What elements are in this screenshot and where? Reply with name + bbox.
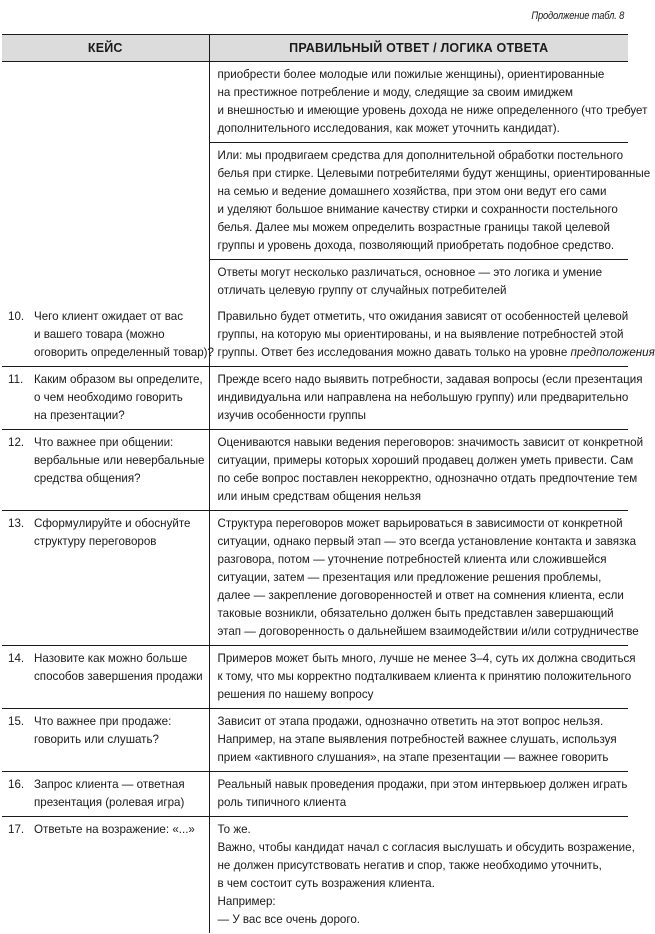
question-text xyxy=(34,821,205,839)
question-cell xyxy=(2,511,209,646)
text-line: и уделяют большое внимание качеству стирки и сохранности постельного xyxy=(217,203,618,216)
table-row xyxy=(2,511,628,646)
text-segment: Важно, чтобы кандидат начал с согласия выслушать и обсудить возражение, xyxy=(217,841,635,854)
text-line: на презентации? xyxy=(34,409,125,422)
text-line xyxy=(217,776,628,794)
text-line xyxy=(217,308,629,326)
text-line: Что важнее при общении: xyxy=(34,436,174,449)
answer-cell xyxy=(209,709,628,772)
text-segment: не должен присутствовать негатив и спор, также необходимо уточнить, xyxy=(217,859,602,872)
question-number: 12. xyxy=(8,436,25,449)
text-line: и внешностью и имеющие уровень дохода не ниже определенного (что требует xyxy=(217,104,648,117)
text-segment: — У вас все очень дорого. xyxy=(217,913,360,926)
text-segment: То же. xyxy=(217,823,251,836)
text-segment: Правильно будет отметить, что ожидания зависят от особенностей целевой xyxy=(217,310,629,323)
text-line: презентация (ролевая игра) xyxy=(34,796,185,809)
italic-term: предположения xyxy=(570,346,655,359)
text-segment: Прежде всего надо выявить потребности, задавая вопросы (если презентация xyxy=(217,373,643,386)
text-segment: Реальный навык проведения продажи, при этом интервьюер должен играть xyxy=(217,778,628,791)
text-line xyxy=(217,470,638,488)
question-text xyxy=(34,515,205,551)
question-cell xyxy=(2,709,209,772)
text-line xyxy=(217,668,632,686)
text-segment: Оцениваются навыки ведения переговоров: значимость зависит от конкретной xyxy=(217,436,644,449)
table-row-continued xyxy=(2,62,628,305)
text-line: Каким образом вы определите, xyxy=(34,373,203,386)
text-line: Ответьте на возражение: «...» xyxy=(34,823,195,836)
answer-cell xyxy=(209,304,655,367)
case-rows xyxy=(2,304,655,933)
text-line: о чем необходимо говорить xyxy=(34,391,183,404)
question-number: 11. xyxy=(8,373,24,386)
text-segment: прием «активного слушания», на этапе презентации — важнее говорить xyxy=(217,751,609,764)
text-line xyxy=(218,686,625,704)
text-line xyxy=(218,857,625,875)
question-cell xyxy=(2,772,209,817)
question-number: 16. xyxy=(8,778,25,791)
table-row xyxy=(2,709,628,772)
text-line: Или: мы продвигаем средства для дополнительной обработки постельного xyxy=(217,149,624,162)
question-text xyxy=(34,650,205,686)
question-cell xyxy=(2,646,209,709)
text-line xyxy=(218,605,625,623)
text-segment: изучив особенности группы xyxy=(217,409,366,422)
text-line: Назовите как можно больше xyxy=(34,652,188,665)
text-line xyxy=(218,515,625,533)
text-line xyxy=(218,407,625,425)
text-line xyxy=(217,434,644,452)
text-segment: этап — договоренность о дальнейшем взаимодействии и/или сотрудничестве xyxy=(217,625,639,638)
text-line xyxy=(218,569,625,587)
text-line: дополнительного исследования, как может уточнить кандидат). xyxy=(217,122,560,135)
text-line xyxy=(218,875,625,893)
text-line xyxy=(217,344,655,362)
text-line xyxy=(218,749,625,767)
table-row xyxy=(2,646,628,709)
question-text xyxy=(34,308,214,362)
text-segment: Структура переговоров может варьироваться в зависимости от конкретной xyxy=(217,517,623,530)
text-line: Запрос клиента — ответная xyxy=(34,778,185,791)
question-text xyxy=(34,434,205,488)
text-segment: Например, на этапе выявления потребностей важнее слушать, используя xyxy=(217,733,617,746)
text-line xyxy=(217,650,636,668)
text-segment: группы. Ответ без исследования можно давать только на уровне xyxy=(217,346,568,359)
text-segment: группы, на которую мы ориентированы, и на выявление потребностей этой xyxy=(217,328,624,341)
text-line xyxy=(217,389,629,407)
text-line xyxy=(218,326,625,344)
answer-cell xyxy=(209,430,644,511)
text-segment: ситуации, однако первый этап — это всегда установление контакта и завязка xyxy=(217,535,637,548)
answer-cell-continued xyxy=(209,62,651,305)
question-cell xyxy=(2,304,214,367)
answer-cell xyxy=(209,511,639,646)
question-wrap xyxy=(8,515,205,551)
text-line: говорить или слушать? xyxy=(34,733,159,746)
text-line xyxy=(218,731,625,749)
text-line: группы и уровень дохода, позволяющий приобретать подобное средство. xyxy=(217,239,615,252)
text-segment: роль типичного клиента xyxy=(217,796,347,809)
text-line: отличать целевую группу от случайных потребителей xyxy=(217,284,507,297)
question-number: 13. xyxy=(8,517,25,530)
text-segment: Например: xyxy=(217,895,276,908)
text-line: белья. Далее мы можем определить возрастные границы такой целевой xyxy=(217,221,610,234)
answer-paragraph-2 xyxy=(217,147,651,255)
question-cell xyxy=(2,817,209,934)
text-segment: ситуации, затем — презентация или предложение решения проблемы, xyxy=(217,571,602,584)
text-line xyxy=(218,713,625,731)
text-line xyxy=(218,911,625,929)
answer-cell xyxy=(209,817,635,934)
text-line: на престижное потребление и моду, следящие за своим имиджем xyxy=(217,86,574,99)
text-line: Что важнее при продаже: xyxy=(34,715,172,728)
question-cell-empty xyxy=(2,62,209,305)
question-number: 10. xyxy=(8,310,25,323)
text-segment: далее — закрепление договоренностей и ответ на сомнения клиента, если xyxy=(217,589,624,602)
table-row xyxy=(2,367,628,430)
text-line: приобрести более молодые или пожилые женщины), ориентированные xyxy=(217,68,605,81)
question-cell xyxy=(2,430,209,511)
question-wrap xyxy=(8,713,205,749)
text-line xyxy=(218,587,625,605)
text-line: средства общения? xyxy=(34,472,141,485)
header-case: КЕЙС xyxy=(2,35,209,62)
question-number: 17. xyxy=(8,823,25,836)
question-number: 14. xyxy=(8,652,25,665)
table-row xyxy=(2,772,628,817)
text-line: Ответы могут несколько различаться, основное — это логика и умение xyxy=(217,266,603,279)
text-segment: Примеров может быть много, лучше не менее 3–4, суть их должна сводиться xyxy=(217,652,636,665)
table-row xyxy=(2,817,628,934)
text-line xyxy=(217,839,635,857)
text-line: структуру переговоров xyxy=(34,535,157,548)
text-segment: разговора, потом — уточнение потребностей клиента или сложившейся xyxy=(217,553,607,566)
answer-cell xyxy=(209,646,636,709)
continuation-label: Продолжение табл. 8 xyxy=(531,10,624,22)
question-wrap xyxy=(8,434,205,488)
text-line: вербальные или невербальные xyxy=(34,454,205,467)
text-segment: ситуации, примеры которых хороший продавец должен уметь привести. Сам xyxy=(217,454,634,467)
question-text xyxy=(34,371,205,425)
table-row xyxy=(2,430,628,511)
text-line: Сформулируйте и обоснуйте xyxy=(34,517,191,530)
question-wrap xyxy=(8,776,205,812)
text-segment: к тому, что мы корректно подталкиваем клиента к принятию положительного xyxy=(217,670,632,683)
table-header-row xyxy=(2,35,628,62)
question-wrap xyxy=(8,371,205,425)
question-wrap xyxy=(8,650,205,686)
question-cell xyxy=(2,367,209,430)
text-segment: в чем состоит суть возражения клиента. xyxy=(217,877,435,890)
question-text xyxy=(34,776,205,812)
question-wrap xyxy=(8,821,205,839)
text-line: Чего клиент ожидает от вас xyxy=(34,310,183,323)
table-row xyxy=(2,304,628,367)
text-line xyxy=(217,533,637,551)
text-line: оговорить определенный товар)? xyxy=(34,346,214,359)
text-line: на семью и ведение домашнего хозяйства, при этом они ведут его сами xyxy=(217,185,607,198)
text-line: и вашего товара (можно xyxy=(34,328,165,341)
text-segment: индивидуальна или направлена на небольшую группу) или предварительно xyxy=(217,391,629,404)
answer-cell xyxy=(209,772,628,817)
text-line xyxy=(218,821,625,839)
header-answer: ПРАВИЛЬНЫЙ ОТВЕТ / ЛОГИКА ОТВЕТА xyxy=(209,35,628,62)
answer-paragraph-1 xyxy=(217,66,648,138)
text-line xyxy=(218,893,625,911)
text-line: белья при стирке. Целевыми потребителями будут женщины, ориентированные xyxy=(217,167,651,180)
answer-paragraph-3 xyxy=(218,264,625,300)
text-line xyxy=(217,623,639,641)
question-wrap xyxy=(8,308,214,362)
cases-table xyxy=(2,34,655,933)
text-segment: Зависит от этапа продажи, однозначно ответить на этот вопрос нельзя. xyxy=(217,715,604,728)
text-line xyxy=(218,794,625,812)
question-number: 15. xyxy=(8,715,25,728)
text-segment: решения по нашему вопросу xyxy=(217,688,374,701)
text-segment: или иным средствам общения нельзя xyxy=(217,490,422,503)
question-text xyxy=(34,713,205,749)
text-line xyxy=(218,551,625,569)
text-segment: таковые возникли, обязательно должен быть представлен завершающий xyxy=(217,607,614,620)
text-line xyxy=(218,488,625,506)
answer-cell xyxy=(209,367,643,430)
text-line xyxy=(217,371,643,389)
text-line xyxy=(217,452,634,470)
text-line: способов завершения продажи xyxy=(34,670,203,683)
text-segment: по себе вопрос поставлен некорректно, однозначно отдать предпочтение тем xyxy=(217,472,638,485)
divider xyxy=(210,259,629,260)
divider xyxy=(210,142,629,143)
